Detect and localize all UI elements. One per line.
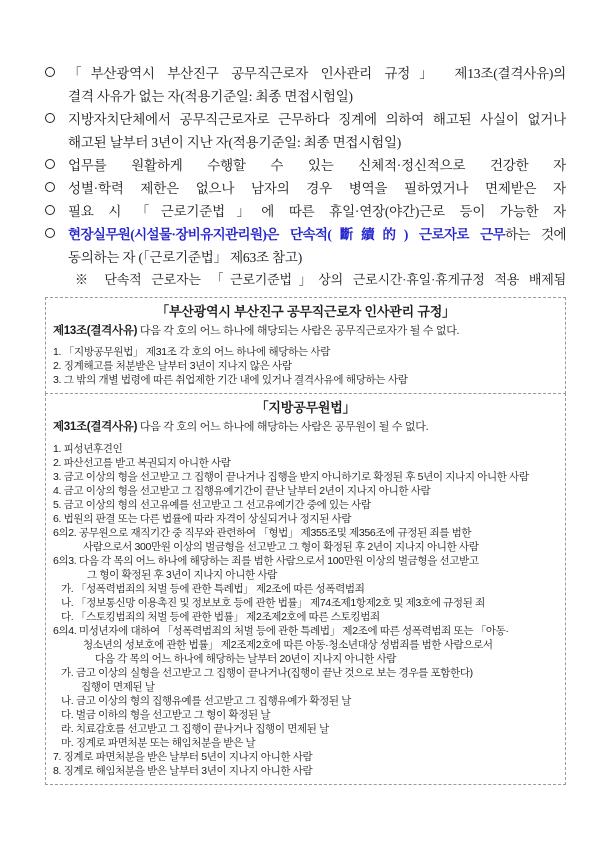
bullet-item — [45, 108, 566, 154]
law-line: 6의4. 미성년자에 대하여 「성폭력범죄의 처벌 등에 관한 특례법」 제2조에 따른 성폭력범죄 또는 「아동· — [53, 625, 509, 638]
law-article-text: 다음 각 호의 어느 하나에 해당하는 사람은 공무원이 될 수 없다. — [137, 421, 429, 434]
law-line: 6의2. 공무원으로 재직기간 중 직무와 관련하여 「형법」 제355조및 제356조에 규정된 죄를 범한 — [53, 527, 472, 540]
law-line: 5. 금고 이상의 형의 선고유예를 선고받고 그 선고유예기간 중에 있는 사람 — [53, 499, 371, 512]
law-line: 라. 치료감호를 선고받고 그 집행이 끝나거나 집행이 면제된 날 — [61, 723, 329, 736]
bullet-item — [45, 62, 566, 108]
law-line: 집행이 면제된 날 — [81, 681, 155, 694]
bullet-text: 지방자치단체에서 공무직근로자로 근무하다 징계에 의하여 해고된 사실이 없거나 — [68, 112, 566, 127]
regulation-article — [53, 324, 558, 339]
bullet-text: 결격 사유가 없는 자(적용기준일: 최종 면접시험일) — [68, 89, 353, 104]
law-line: 마. 징계로 파면처분 또는 해임처분을 받은 날 — [61, 737, 256, 750]
bullet-item — [45, 177, 566, 200]
bullet-line — [68, 85, 566, 108]
bullet-item-lines — [68, 154, 566, 177]
law-line: 나. 금고 이상의 형의 집행유예를 선고받고 그 집행유예가 확정된 날 — [61, 695, 352, 708]
bullet-item-lines — [68, 62, 566, 108]
bullet-text: 업무를 원활하게 수행할 수 있는 신체적·정신적으로 건강한 자 — [68, 158, 566, 173]
law-line: 그 형이 확정된 후 3년이 지나지 아니한 사람 — [87, 569, 277, 582]
regulation-item: 1. 「지방공무원법」 제31조 각 호의 어느 하나에 해당하는 사람 — [53, 346, 331, 358]
bullet-text: 「부산광역시 부산진구 공무직근로자 인사관리 규정」 제13조(결격사유)의 — [68, 66, 566, 81]
bullet-item — [45, 223, 566, 269]
bullet-text: 필요 시 「근로기준법」에 따른 휴일·연장(야간)근로 등이 가능한 자 — [68, 204, 566, 219]
law-line: 다. 벌금 이하의 형을 선고받고 그 형이 확정된 날 — [61, 709, 271, 722]
bullet-item-lines — [68, 223, 566, 269]
regulation-box — [45, 297, 566, 394]
circle-glyph — [45, 228, 55, 238]
bullet-text: 해고된 날부터 3년이 지난 자(적용기준일: 최종 면접시험일) — [68, 135, 402, 150]
circle-bullet-icon — [45, 108, 59, 154]
law-line: 7. 징계로 파면처분을 받은 날부터 5년이 지나지 아니한 사람 — [53, 751, 313, 764]
bullet-text: 동의하는 자 (「근로기준법」 제63조 참고) — [68, 250, 303, 265]
circle-bullet-icon — [45, 62, 59, 108]
circle-glyph — [45, 113, 55, 123]
circle-glyph — [45, 182, 55, 192]
regulation-article-text: 다음 각 호의 어느 하나에 해당되는 사람은 공무직근로자가 될 수 없다. — [137, 325, 460, 337]
law-article — [53, 420, 558, 435]
law-line: 청소년의 성보호에 관한 법률」 제2조제2호에 따른 아동·청소년대상 성범죄를 범한 사람으로서 — [83, 639, 493, 652]
eligibility-bullet-list — [45, 62, 566, 269]
law-line: 가. 「성폭력범죄의 처벌 등에 관한 특례법」 제2조에 따른 성폭력범죄 — [61, 583, 365, 596]
bullet-line — [68, 177, 566, 200]
circle-bullet-icon — [45, 223, 59, 269]
bullet-item-lines — [68, 200, 566, 223]
bullet-item — [45, 154, 566, 177]
regulation-item: 3. 그 밖의 개별 법령에 따른 취업제한 기간 내에 있거나 결격사유에 해당하는 사람 — [53, 373, 408, 386]
bullet-line — [68, 62, 566, 85]
law-line: 다. 「스토킹범죄의 처벌 등에 관한 법률」 제2조제2호에 따른 스토킹범죄 — [61, 611, 380, 624]
circle-bullet-icon — [45, 154, 59, 177]
regulation-article-label: 제13조(결격사유) — [53, 325, 138, 337]
law-line: 사람으로서 300만원 이상의 벌금형을 선고받고 그 형이 확정된 후 2년이 지나지 아니한 사람 — [83, 541, 479, 554]
bullet-item — [45, 200, 566, 223]
law-line: 2. 파산선고를 받고 복권되지 아니한 사람 — [53, 457, 231, 470]
law-line-list — [53, 442, 558, 778]
circle-glyph — [45, 159, 55, 169]
exclusion-note: ※ 단속적 근로자는 「근로기준법」상의 근로시간·휴일·휴게규정 적용 배제됨 — [75, 272, 566, 287]
law-line: 6의3. 다음 각 목의 어느 하나에 해당하는 죄를 범한 사람으로서 100만원 이상의 벌금형을 선고받고 — [53, 555, 479, 568]
law-line: 다음 각 목의 어느 하나에 해당하는 날부터 20년이 지나지 아니한 사람 — [95, 653, 397, 666]
bullet-text: 하는 것에 — [504, 227, 566, 242]
law-box-title: 「지방공무원법」 — [255, 400, 356, 416]
law-box — [45, 393, 566, 785]
law-line: 1. 피성년후견인 — [53, 443, 123, 456]
law-line: 가. 금고 이상의 실형을 선고받고 그 집행이 끝나거나(집행이 끝난 것으로 보는 경우를 포함한다) — [61, 667, 473, 680]
bullet-line — [68, 108, 566, 131]
law-line: 6. 법원의 판결 또는 다른 법률에 따라 자격이 상실되거나 정지된 사람 — [53, 513, 352, 526]
bullet-line — [68, 200, 566, 223]
circle-glyph — [45, 67, 55, 77]
bullet-line — [68, 223, 566, 246]
law-article-label: 제31조(결격사유) — [53, 421, 138, 434]
law-line: 8. 징계로 해임처분을 받은 날부터 3년이 지나지 아니한 사람 — [53, 765, 313, 778]
circle-bullet-icon — [45, 177, 59, 200]
bullet-item-lines — [68, 108, 566, 154]
circle-bullet-icon — [45, 200, 59, 223]
law-line: 3. 금고 이상의 형을 선고받고 그 집행이 끝나거나 집행을 받지 아니하기로 확정된 후 5년이 지나지 아니한 사람 — [53, 471, 529, 484]
bullet-line — [68, 246, 566, 269]
regulation-box-title: 「부산광역시 부산진구 공무직근로자 인사관리 규정」 — [156, 304, 455, 319]
circle-glyph — [45, 205, 55, 215]
bullet-item-lines — [68, 177, 566, 200]
highlighted-blue-text: 현장실무원(시설물·장비유지관리원)은 단속적(斷續的) 근로자로 근무 — [68, 227, 505, 242]
bullet-line — [68, 154, 566, 177]
bullet-line — [68, 131, 566, 154]
regulation-item-list — [53, 346, 558, 387]
law-line: 나. 「정보통신망 이용촉진 및 정보보호 등에 관한 법률」 제74조제1항제2호 및 제3호에 규정된 죄 — [61, 597, 485, 610]
regulation-item: 2. 징계해고를 처분받은 날부터 3년이 지나지 않은 사람 — [53, 359, 292, 372]
law-line: 4. 금고 이상의 형을 선고받고 그 집행유예기간이 끝난 날부터 2년이 지나지 아니한 사람 — [53, 485, 431, 498]
bullet-text: 성별·학력 제한은 없으나 남자의 경우 병역을 필하였거나 면제받은 자 — [68, 181, 566, 196]
